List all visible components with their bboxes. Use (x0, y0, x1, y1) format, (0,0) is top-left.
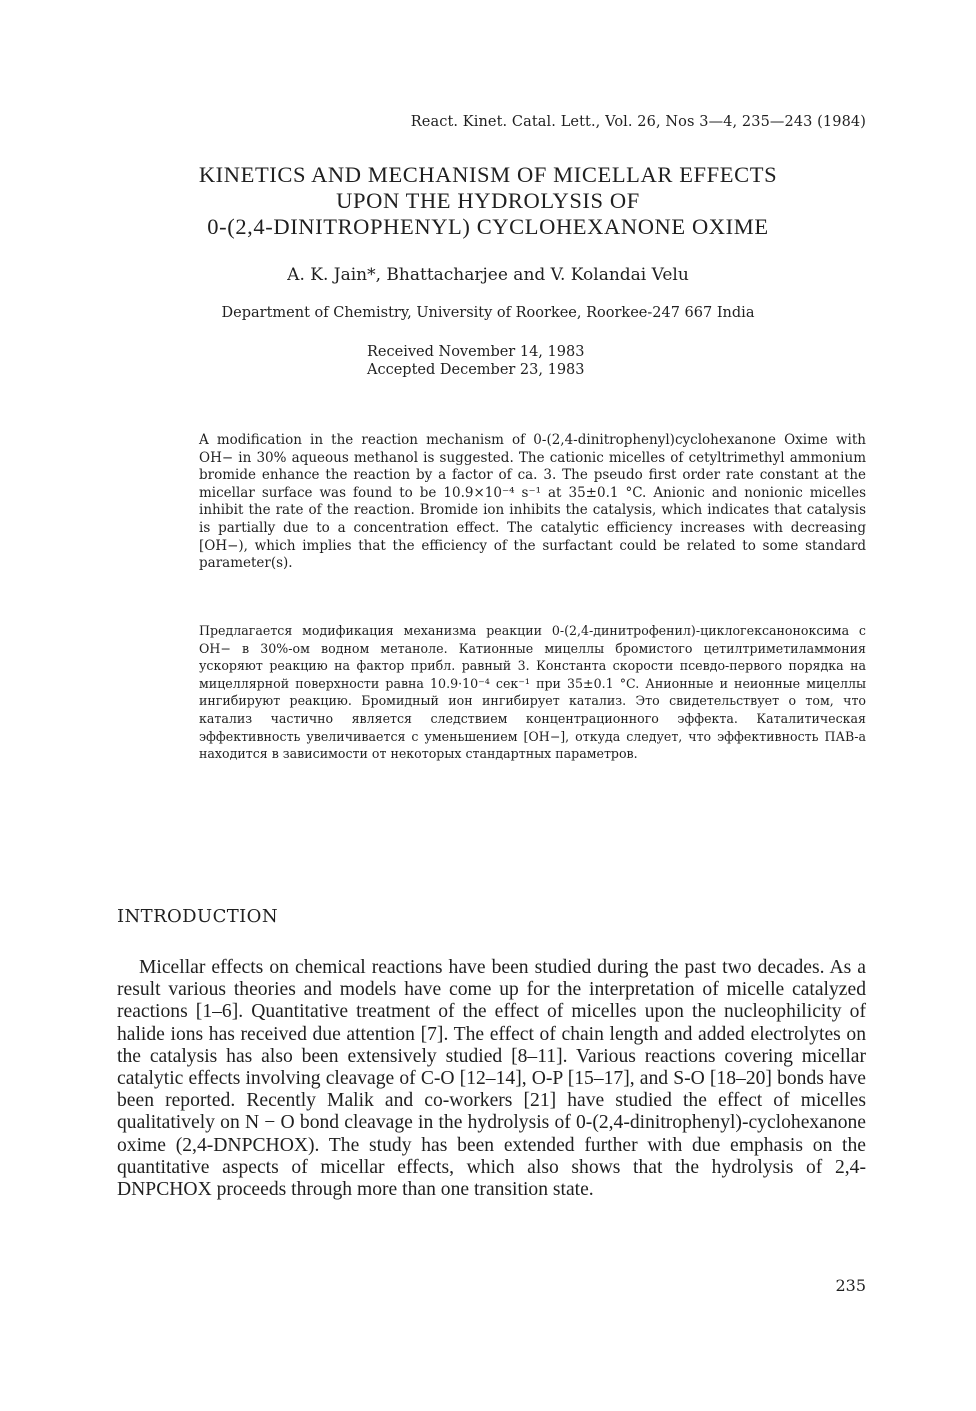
title-line: UPON THE HYDROLYSIS OF (336, 188, 640, 213)
accepted-date: Accepted December 23, 1983 (367, 362, 585, 378)
received-date: Received November 14, 1983 (367, 344, 585, 360)
page-number: 235 (835, 1276, 866, 1295)
affiliation: Department of Chemistry, University of Roorkee, Roorkee-247 667 India (221, 305, 755, 321)
section-heading: INTRODUCTION (117, 906, 278, 927)
paper-title (110, 162, 866, 240)
journal-citation: React. Kinet. Catal. Lett., Vol. 26, Nos 3—4, 235—243 (1984) (410, 114, 866, 130)
abstract-english: A modification in the reaction mechanism of 0-(2,4-dinitrophenyl)cyclohexanone Oxime with OH− in 30% aqueous methanol is suggested. The cationic micelles of cetyltrimethyl ammonium bromide enhance the reaction by a factor of ca. 3. The pseudo first order rate constant at the micellar surface was found to be 10.9×10⁻⁴ s⁻¹ at 35±0.1 °C. Anionic and nonionic micelles inhibit the rate of the reaction. Bromide ion inhibits the catalysis, which indicates that catalysis is partially due to a concentration effect. The catalytic efficiency increases with decreasing [OH−), which implies that the efficiency of the surfactant could be related to some standard parameter(s). (199, 432, 866, 572)
title-line: KINETICS AND MECHANISM OF MICELLAR EFFECTS (198, 162, 778, 187)
abstract-russian: Предлагается модификация механизма реакции 0-(2,4-динитрофенил)-циклогексаноноксима с OH− в 30%-ом водном метаноле. Катионные мицеллы бромистого цетилтриметиламмония ускоряют реакцию на фактор прибл. равный 3. Константа скорости псевдо-первого порядка на мицеллярной поверхности равна 10.9·10⁻⁴ сек⁻¹ при 35±0.1 °C. Анионные и неионные мицеллы ингибируют реакцию. Бромидный ион ингибирует катализ. Это свидетельствует о том, что катализ частично является следствием концентрационного эффекта. Каталитическая эффективность увеличивается с уменьшением [OH−], откуда следует, что эффективность ПАВ-а находится в зависимости от некоторых стандартных параметров. (199, 623, 866, 762)
title-line: 0-(2,4-DINITROPHENYL) CYCLOHEXANONE OXIME (207, 214, 769, 239)
publication-dates (367, 343, 585, 379)
author-list: A. K. Jain*, Bhattacharjee and V. Kolandai Velu (287, 265, 689, 285)
intro-paragraph: Micellar effects on chemical reactions have been studied during the past two decades. As a result various theories and models have come up for the interpretation of micelle catalyzed reactions [1–6]. Quantitative treatment of the effect of micelles upon the nucleophilicity of halide ions has received due attention [7]. The effect of chain length and added electrolytes on the catalysis has also been extensively studied [8–11]. Various reactions covering micellar catalytic effects involving cleavage of C-O [12–14], O-P [15–17], and S-O [18–20] bonds have been reported. Recently Malik and co-workers [21] have studied the effect of micelles qualitatively on N − O bond cleavage in the hydrolysis of 0-(2,4-dinitrophenyl)-cyclohexanone oxime (2,4-DNPCHOX). The study has been extended further with due emphasis on the quantitative aspects of micellar effects, which also shows that the hydrolysis of 2,4-DNPCHOX proceeds through more than one transition state. (117, 957, 866, 1201)
